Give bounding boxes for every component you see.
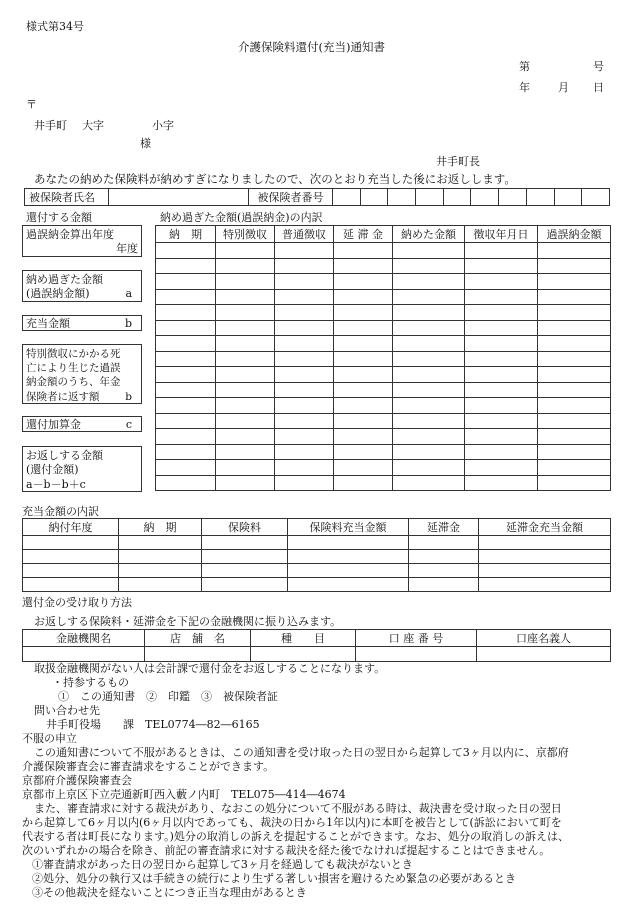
formula: a－b－b＋c <box>26 477 86 491</box>
breakdown-cell <box>334 243 393 259</box>
breakdown-cell <box>465 243 538 259</box>
breakdown-cell <box>216 289 275 305</box>
return-label: お返しする金額 <box>26 449 103 462</box>
breakdown-row <box>156 444 611 460</box>
applied-cell <box>409 564 479 578</box>
breakdown-cell <box>538 305 611 321</box>
breakdown-cell <box>393 444 465 460</box>
applied-cell <box>479 536 611 550</box>
breakdown-cell <box>275 289 334 305</box>
breakdown-header: 徴収年月日 <box>465 226 538 243</box>
breakdown-cell <box>156 413 216 429</box>
breakdown-row <box>156 336 611 352</box>
lawsuit-line4: 次のいずれかの場合を除き、前記の審査請求に対する裁決を経た後でなければ提起することはできません。 <box>22 844 551 857</box>
breakdown-cell <box>156 243 216 259</box>
breakdown-cell <box>538 475 611 491</box>
applied-cell <box>409 550 479 564</box>
breakdown-cell <box>216 413 275 429</box>
breakdown-cell <box>334 444 393 460</box>
applied-cell <box>479 550 611 564</box>
breakdown-cell <box>334 429 393 445</box>
account-holder-cell <box>477 647 611 662</box>
breakdown-cell <box>465 289 538 305</box>
breakdown-cell <box>275 382 334 398</box>
applied-row <box>23 536 611 550</box>
go-label: 号 <box>593 60 604 73</box>
breakdown-cell <box>156 258 216 274</box>
breakdown-cell <box>334 289 393 305</box>
special-line4-row <box>26 390 138 404</box>
breakdown-cell <box>465 398 538 414</box>
breakdown-cell <box>334 367 393 383</box>
breakdown-cell <box>275 336 334 352</box>
breakdown-cell <box>334 351 393 367</box>
objection-title: 不服の申立 <box>22 732 77 745</box>
breakdown-cell <box>334 382 393 398</box>
breakdown-cell <box>393 243 465 259</box>
applied-cell <box>119 550 202 564</box>
breakdown-row <box>156 274 611 290</box>
insured-number-digit <box>499 189 527 206</box>
special-line4: 保険者に返す額 <box>26 390 100 403</box>
breakdown-cell <box>393 382 465 398</box>
breakdown-cell <box>393 258 465 274</box>
dai-label: 第 <box>519 60 530 73</box>
bank-header: 金融機関名 <box>23 630 145 647</box>
breakdown-cell <box>538 274 611 290</box>
insured-name-value <box>109 189 249 206</box>
breakdown-cell <box>538 413 611 429</box>
breakdown-row <box>156 305 611 321</box>
breakdown-cell <box>156 444 216 460</box>
special-line3: 納金額のうち、年金 <box>26 376 121 389</box>
breakdown-cell <box>275 460 334 476</box>
breakdown-cell <box>275 258 334 274</box>
fiscal-year-box <box>22 225 142 257</box>
special-line1: 特別徴収にかかる死 <box>26 348 121 360</box>
breakdown-cell <box>538 336 611 352</box>
breakdown-cell <box>465 429 538 445</box>
account-type-cell <box>251 647 356 662</box>
breakdown-cell <box>393 274 465 290</box>
breakdown-cell <box>538 460 611 476</box>
breakdown-cell <box>465 336 538 352</box>
breakdown-header: 過誤納金額 <box>538 226 611 243</box>
breakdown-cell <box>393 305 465 321</box>
breakdown-cell <box>334 475 393 491</box>
insured-name-label: 被保険者氏名 <box>25 189 109 206</box>
issuer: 井手町長 <box>436 155 480 168</box>
breakdown-header: 納 期 <box>156 226 216 243</box>
breakdown-cell <box>275 351 334 367</box>
council-name: 京都府介護保険審査会 <box>22 774 132 787</box>
breakdown-row <box>156 382 611 398</box>
applied-cell <box>119 564 202 578</box>
applied-cell <box>23 578 119 592</box>
breakdown-cell <box>334 258 393 274</box>
breakdown-cell <box>334 274 393 290</box>
breakdown-cell <box>334 398 393 414</box>
breakdown-cell <box>465 274 538 290</box>
objection-line1: この通知書について不服があるときは、この通知書を受け取った日の翌日から起算して3ヶ月以内に、京都府 <box>34 746 569 759</box>
applied-cell <box>288 578 409 592</box>
breakdown-cell <box>216 258 275 274</box>
address-koaza: 小字 <box>152 119 174 132</box>
breakdown-cell <box>156 289 216 305</box>
breakdown-cell <box>216 351 275 367</box>
insured-number-label: 被保険者番号 <box>249 189 333 206</box>
account-number-cell <box>356 647 477 662</box>
breakdown-cell <box>465 258 538 274</box>
breakdown-header: 特別徴収 <box>216 226 275 243</box>
breakdown-title: 納め過ぎた金額(過誤納金)の内訳 <box>160 211 323 224</box>
breakdown-cell <box>465 320 538 336</box>
objection-line2: 介護保険審査会に審査請求をすることができます。 <box>22 760 275 773</box>
applied-cell <box>288 550 409 564</box>
condition-3: ③その他裁決を経ないことにつき正当な理由があるとき <box>32 886 307 899</box>
applied-header: 納 期 <box>119 519 202 536</box>
document-title: 介護保険料還付(充当)通知書 <box>238 40 385 54</box>
breakdown-cell <box>393 460 465 476</box>
breakdown-cell <box>216 444 275 460</box>
applied-header: 延滞金充当金額 <box>479 519 611 536</box>
breakdown-row <box>156 320 611 336</box>
breakdown-table <box>155 225 611 491</box>
breakdown-cell <box>156 382 216 398</box>
day-label: 日 <box>593 81 604 94</box>
return-sub: (還付金額) <box>26 463 79 477</box>
breakdown-cell <box>538 320 611 336</box>
breakdown-cell <box>538 382 611 398</box>
insured-number-digit <box>526 189 554 206</box>
address-town: 井手町 <box>34 119 67 132</box>
breakdown-cell <box>465 382 538 398</box>
breakdown-row <box>156 289 611 305</box>
breakdown-cell <box>334 336 393 352</box>
applied-header: 保険料 <box>202 519 288 536</box>
breakdown-cell <box>334 460 393 476</box>
breakdown-cell <box>393 336 465 352</box>
insured-number-digit <box>582 189 610 206</box>
address-oaza: 大字 <box>82 119 104 132</box>
breakdown-cell <box>216 336 275 352</box>
applied-cell <box>119 578 202 592</box>
applied-cell <box>202 578 288 592</box>
breakdown-row <box>156 460 611 476</box>
breakdown-cell <box>216 429 275 445</box>
breakdown-cell <box>334 320 393 336</box>
lawsuit-line1: また、審査請求に対する裁決があり、なおこの処分について不服がある時は、裁決書を受け取った日の翌日 <box>34 802 562 815</box>
breakdown-cell <box>393 475 465 491</box>
bank-header: 口 座 番 号 <box>356 630 477 647</box>
breakdown-row <box>156 367 611 383</box>
breakdown-cell <box>393 413 465 429</box>
applied-row <box>23 564 611 578</box>
applied-cell <box>119 536 202 550</box>
breakdown-row <box>156 475 611 491</box>
breakdown-cell <box>275 305 334 321</box>
breakdown-cell <box>393 320 465 336</box>
breakdown-row <box>156 243 611 259</box>
year-label: 年 <box>519 81 530 94</box>
breakdown-cell <box>216 475 275 491</box>
breakdown-cell <box>393 429 465 445</box>
fiscal-year-label: 過誤納金算出年度 <box>26 228 114 241</box>
applied-header: 延滞金 <box>409 519 479 536</box>
breakdown-cell <box>275 444 334 460</box>
breakdown-cell <box>465 351 538 367</box>
breakdown-cell <box>156 367 216 383</box>
applied-cell <box>23 564 119 578</box>
condition-2: ②処分、処分の執行又は手続きの続行により生ずる著しい損害を避けるため緊急の必要があるとき <box>32 872 516 885</box>
bring-label: ・持参するもの <box>52 676 129 689</box>
insured-table <box>24 188 610 206</box>
applied-cell <box>288 564 409 578</box>
bank-table <box>22 629 611 662</box>
bring-items: ① この通知書 ② 印鑑 ③ 被保険者証 <box>58 690 278 703</box>
breakdown-cell <box>538 367 611 383</box>
breakdown-cell <box>156 398 216 414</box>
breakdown-cell <box>216 243 275 259</box>
breakdown-cell <box>156 351 216 367</box>
breakdown-cell <box>465 305 538 321</box>
sama-label: 様 <box>140 137 151 150</box>
breakdown-cell <box>275 320 334 336</box>
applied-row <box>23 550 611 564</box>
breakdown-cell <box>156 475 216 491</box>
applied-cell <box>202 550 288 564</box>
applied-label: 充当金額 <box>26 317 70 330</box>
breakdown-cell <box>156 305 216 321</box>
breakdown-cell <box>216 305 275 321</box>
insured-number-digit <box>471 189 499 206</box>
receipt-title: 還付金の受け取り方法 <box>22 596 132 609</box>
overpaid-box <box>22 270 142 302</box>
breakdown-cell <box>156 460 216 476</box>
breakdown-cell <box>275 398 334 414</box>
breakdown-cell <box>216 274 275 290</box>
breakdown-cell <box>538 429 611 445</box>
nendo-label: 年度 <box>116 242 138 256</box>
breakdown-cell <box>216 460 275 476</box>
breakdown-cell <box>334 305 393 321</box>
breakdown-cell <box>275 243 334 259</box>
breakdown-cell <box>538 351 611 367</box>
mark-b: b <box>124 317 132 330</box>
form-number: 様式第34号 <box>26 20 84 33</box>
refund-section-label: 還付する金額 <box>26 211 92 224</box>
applied-box <box>22 315 142 331</box>
breakdown-row <box>156 413 611 429</box>
applied-cell <box>409 536 479 550</box>
special-box <box>22 344 142 404</box>
breakdown-cell <box>216 382 275 398</box>
applied-header: 保険料充当金額 <box>288 519 409 536</box>
breakdown-row <box>156 258 611 274</box>
breakdown-header: 納めた金額 <box>393 226 465 243</box>
breakdown-cell <box>538 289 611 305</box>
breakdown-cell <box>465 413 538 429</box>
breakdown-cell <box>538 243 611 259</box>
breakdown-cell <box>538 398 611 414</box>
intro-text: あなたの納めた保険料が納めすぎになりましたので、次のとおり充当した後にお返しします。 <box>34 172 516 186</box>
postal-mark: 〒 <box>26 98 37 111</box>
breakdown-cell <box>216 398 275 414</box>
no-bank-note: 取扱金融機関がない人は会計課で還付金をお返しすることになります。 <box>34 662 386 675</box>
addition-box <box>22 416 142 432</box>
insured-number-digit <box>416 189 444 206</box>
lawsuit-line3: 代表する者は町長になります。)処分の取消しの訴えを提起することができます。なお、処分の取消しの訴えは、 <box>22 830 570 843</box>
council-address: 京都市上京区下立売通新町西入藪ノ内町 TEL075―414―4674 <box>22 788 346 801</box>
mark-b2: b <box>125 390 132 403</box>
breakdown-cell <box>275 475 334 491</box>
breakdown-cell <box>538 258 611 274</box>
mark-c: c <box>125 418 132 431</box>
condition-1: ①審査請求があった日の翌日から起算して3ヶ月を経過しても裁決がないとき <box>32 858 413 871</box>
breakdown-cell <box>465 367 538 383</box>
overpaid-label: 納め過ぎた金額 <box>26 273 103 286</box>
breakdown-cell <box>465 460 538 476</box>
breakdown-cell <box>275 413 334 429</box>
applied-cell <box>23 536 119 550</box>
breakdown-row <box>156 351 611 367</box>
overpaid-sub: (過誤納金額) <box>26 287 90 301</box>
breakdown-header: 普通徴収 <box>275 226 334 243</box>
lawsuit-line2: から起算して6ヶ月以内(6ヶ月以内であっても、裁決の日から1年以内)に本町を被告として(訴訟において町を <box>22 816 562 829</box>
applied-row <box>23 578 611 592</box>
applied-cell <box>202 564 288 578</box>
breakdown-cell <box>393 351 465 367</box>
addition-label: 還付加算金 <box>26 418 81 431</box>
mark-a: a <box>125 287 132 301</box>
applied-breakdown-table <box>22 518 611 592</box>
breakdown-cell <box>465 444 538 460</box>
breakdown-cell <box>465 475 538 491</box>
breakdown-cell <box>156 320 216 336</box>
applied-cell <box>288 536 409 550</box>
breakdown-cell <box>156 274 216 290</box>
applied-cell <box>479 578 611 592</box>
bank-header: 店 舗 名 <box>145 630 251 647</box>
breakdown-cell <box>156 336 216 352</box>
overpaid-sub-row <box>26 287 138 301</box>
month-label: 月 <box>558 81 569 94</box>
breakdown-cell <box>538 444 611 460</box>
contact-label: 問い合わせ先 <box>34 704 100 717</box>
breakdown-row <box>156 429 611 445</box>
insured-number-digit <box>333 189 361 206</box>
applied-header: 納付年度 <box>23 519 119 536</box>
branch-cell <box>145 647 251 662</box>
contact-info: 井手町役場 課 TEL0774―82―6165 <box>46 718 260 731</box>
insured-number-digit <box>443 189 471 206</box>
applied-breakdown-title: 充当金額の内訳 <box>22 505 99 518</box>
breakdown-header: 延 滞 金 <box>334 226 393 243</box>
breakdown-cell <box>334 413 393 429</box>
bank-name-cell <box>23 647 145 662</box>
breakdown-cell <box>156 429 216 445</box>
bank-header: 種 目 <box>251 630 356 647</box>
bank-header: 口座名義人 <box>477 630 611 647</box>
receipt-desc: お返しする保険料・延滞金を下記の金融機関に振り込みます。 <box>34 615 342 628</box>
breakdown-cell <box>275 274 334 290</box>
breakdown-cell <box>393 398 465 414</box>
applied-cell <box>23 550 119 564</box>
insured-number-digit <box>554 189 582 206</box>
special-line2: 亡により生じた過誤 <box>26 362 121 375</box>
applied-cell <box>202 536 288 550</box>
breakdown-cell <box>275 429 334 445</box>
insured-number-digit <box>360 189 388 206</box>
insured-number-digit <box>388 189 416 206</box>
applied-cell <box>479 564 611 578</box>
breakdown-row <box>156 398 611 414</box>
breakdown-cell <box>275 367 334 383</box>
return-box <box>22 446 142 492</box>
breakdown-cell <box>216 367 275 383</box>
breakdown-cell <box>393 367 465 383</box>
applied-cell <box>409 578 479 592</box>
breakdown-cell <box>216 320 275 336</box>
breakdown-cell <box>393 289 465 305</box>
